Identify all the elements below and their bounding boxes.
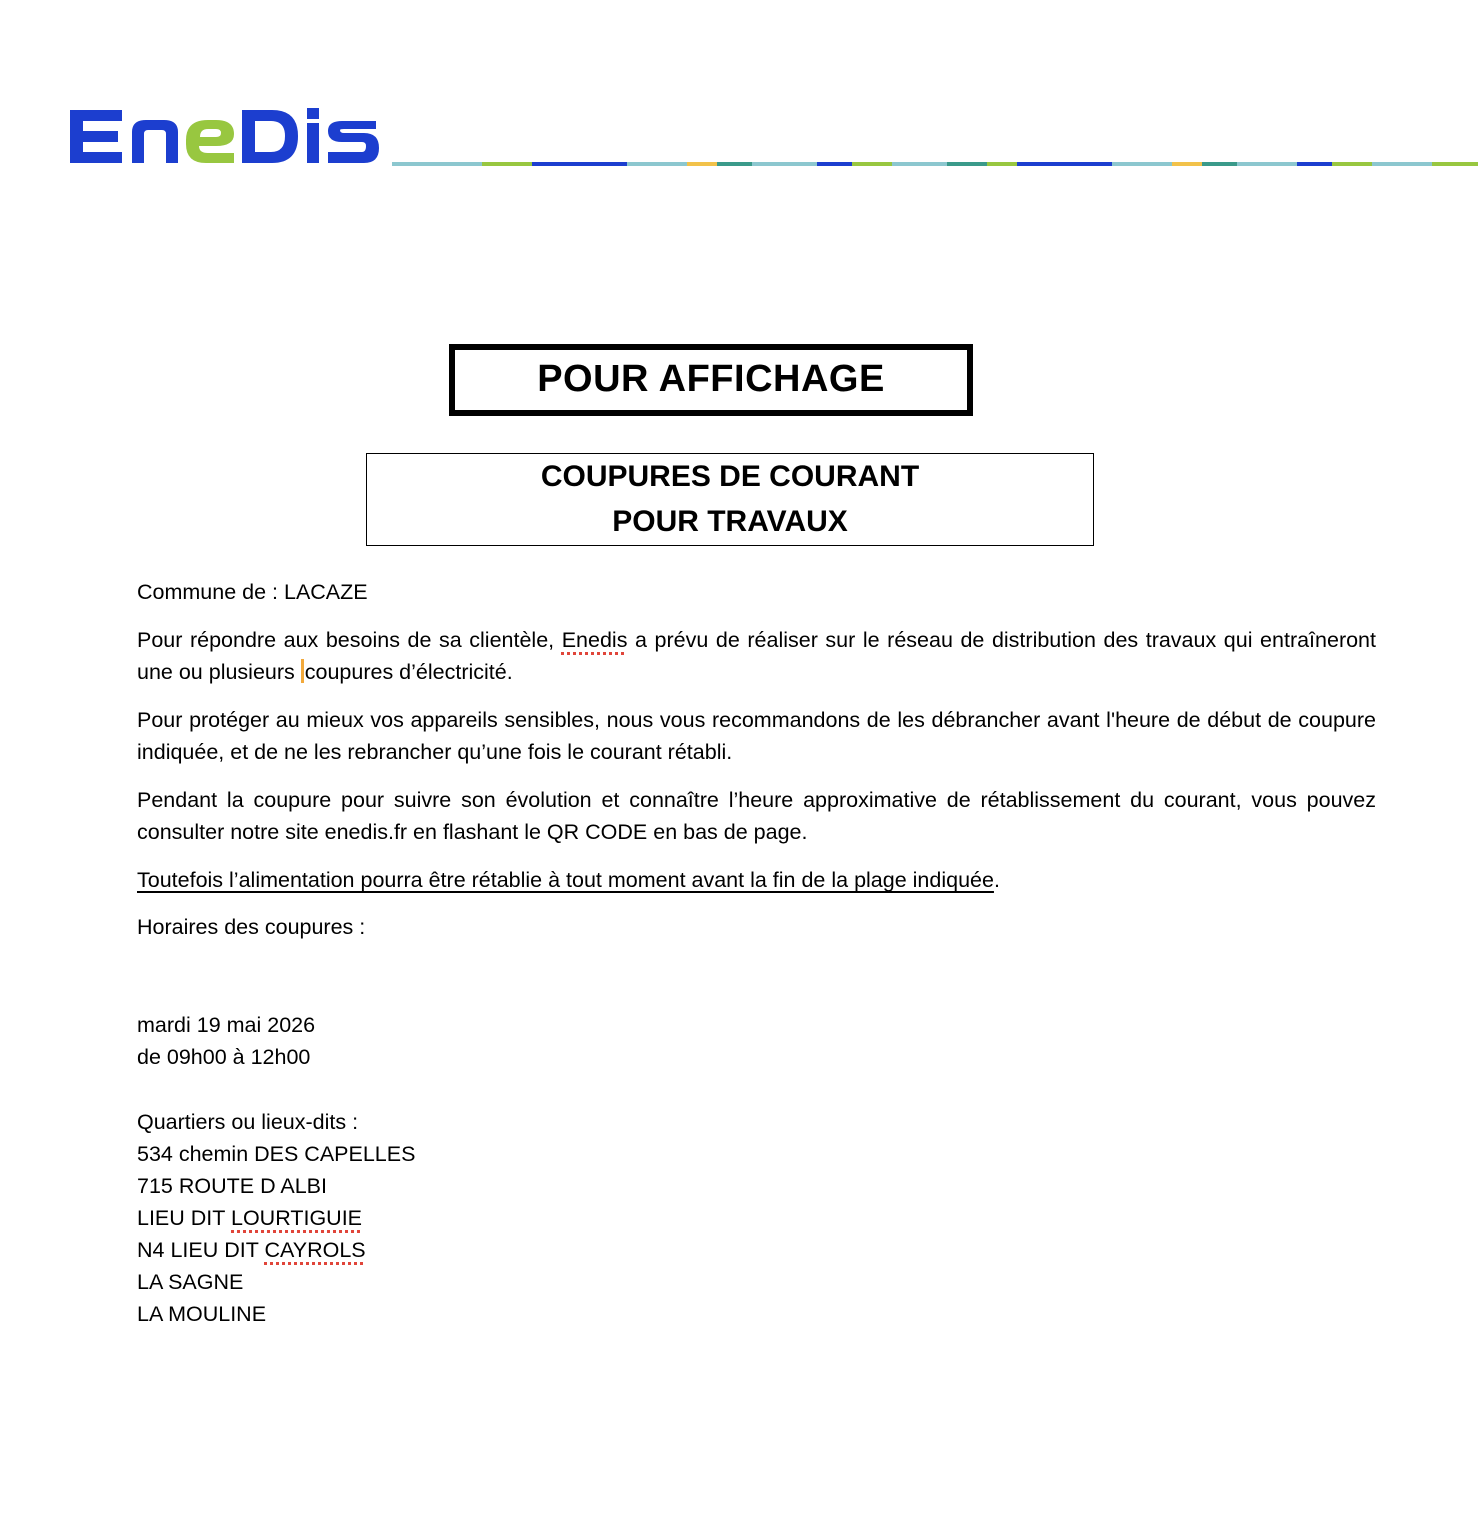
header-divider bbox=[392, 162, 1478, 167]
location-prefix: LIEU DIT bbox=[137, 1206, 231, 1230]
outage-date: mardi 19 mai 2026 bbox=[137, 1013, 316, 1037]
notice-title: POUR AFFICHAGE bbox=[537, 358, 885, 400]
location-item bbox=[137, 1234, 1376, 1266]
location-item bbox=[137, 1202, 1376, 1234]
paragraph-protection bbox=[137, 704, 1376, 768]
suivi-text: Pendant la coupure pour suivre son évolution et connaître l’heure approximative de rétablissement du courant, vous pouvez consulter notre site enedis.fr en flashant le QR CODE en bas de page. bbox=[137, 788, 1376, 844]
toutefois-period: . bbox=[993, 868, 1000, 892]
intro-text-c: coupures d’électricité. bbox=[304, 660, 513, 684]
intro-text-a: Pour répondre aux besoins de sa clientèle, bbox=[137, 628, 562, 652]
paragraph-intro bbox=[137, 624, 1376, 688]
pour-affichage-box bbox=[449, 344, 973, 416]
text-cursor bbox=[301, 659, 304, 683]
location-prefix: N4 LIEU DIT bbox=[137, 1238, 265, 1262]
commune-text: Commune de : LACAZE bbox=[137, 580, 368, 604]
location-item: LA SAGNE bbox=[137, 1270, 244, 1294]
schedule bbox=[137, 1009, 1376, 1073]
enedis-word: Enedis bbox=[561, 628, 628, 652]
paragraph-suivi bbox=[137, 784, 1376, 848]
toutefois-text: Toutefois l’alimentation pourra être rétablie à tout moment avant la fin de la plage indiquée bbox=[137, 868, 994, 892]
enedis-logo bbox=[66, 96, 386, 176]
horaires-text: Horaires des coupures : bbox=[137, 915, 366, 939]
location-name: CAYROLS bbox=[264, 1238, 366, 1262]
commune-line bbox=[137, 576, 1376, 608]
protection-text: Pour protéger au mieux vos appareils sensibles, nous vous recommandons de les débrancher avant l'heure de début de coupure indiquée, et de ne les rebrancher qu’une fois le courant rétabli. bbox=[137, 708, 1376, 764]
subtitle-line-2: POUR TRAVAUX bbox=[612, 505, 848, 538]
location-name: LOURTIGUIE bbox=[231, 1206, 363, 1230]
locations bbox=[137, 1106, 1376, 1330]
horaires-label bbox=[137, 911, 1376, 943]
location-item: LA MOULINE bbox=[137, 1302, 267, 1326]
location-item: 534 chemin DES CAPELLES bbox=[137, 1142, 416, 1166]
paragraph-toutefois bbox=[137, 864, 1376, 896]
header-divider-graphic bbox=[392, 162, 1478, 167]
coupures-box bbox=[366, 453, 1094, 546]
quartiers-label: Quartiers ou lieux-dits : bbox=[137, 1110, 359, 1134]
enedis-logo-graphic bbox=[66, 96, 386, 176]
outage-time-range: de 09h00 à 12h00 bbox=[137, 1045, 311, 1069]
intro-text-b: a prévu de réaliser sur le réseau de distribution des travaux qui entraîneront une ou plusieurs bbox=[137, 628, 1376, 684]
location-item: 715 ROUTE D ALBI bbox=[137, 1174, 327, 1198]
subtitle-line-1: COUPURES DE COURANT bbox=[540, 460, 920, 493]
